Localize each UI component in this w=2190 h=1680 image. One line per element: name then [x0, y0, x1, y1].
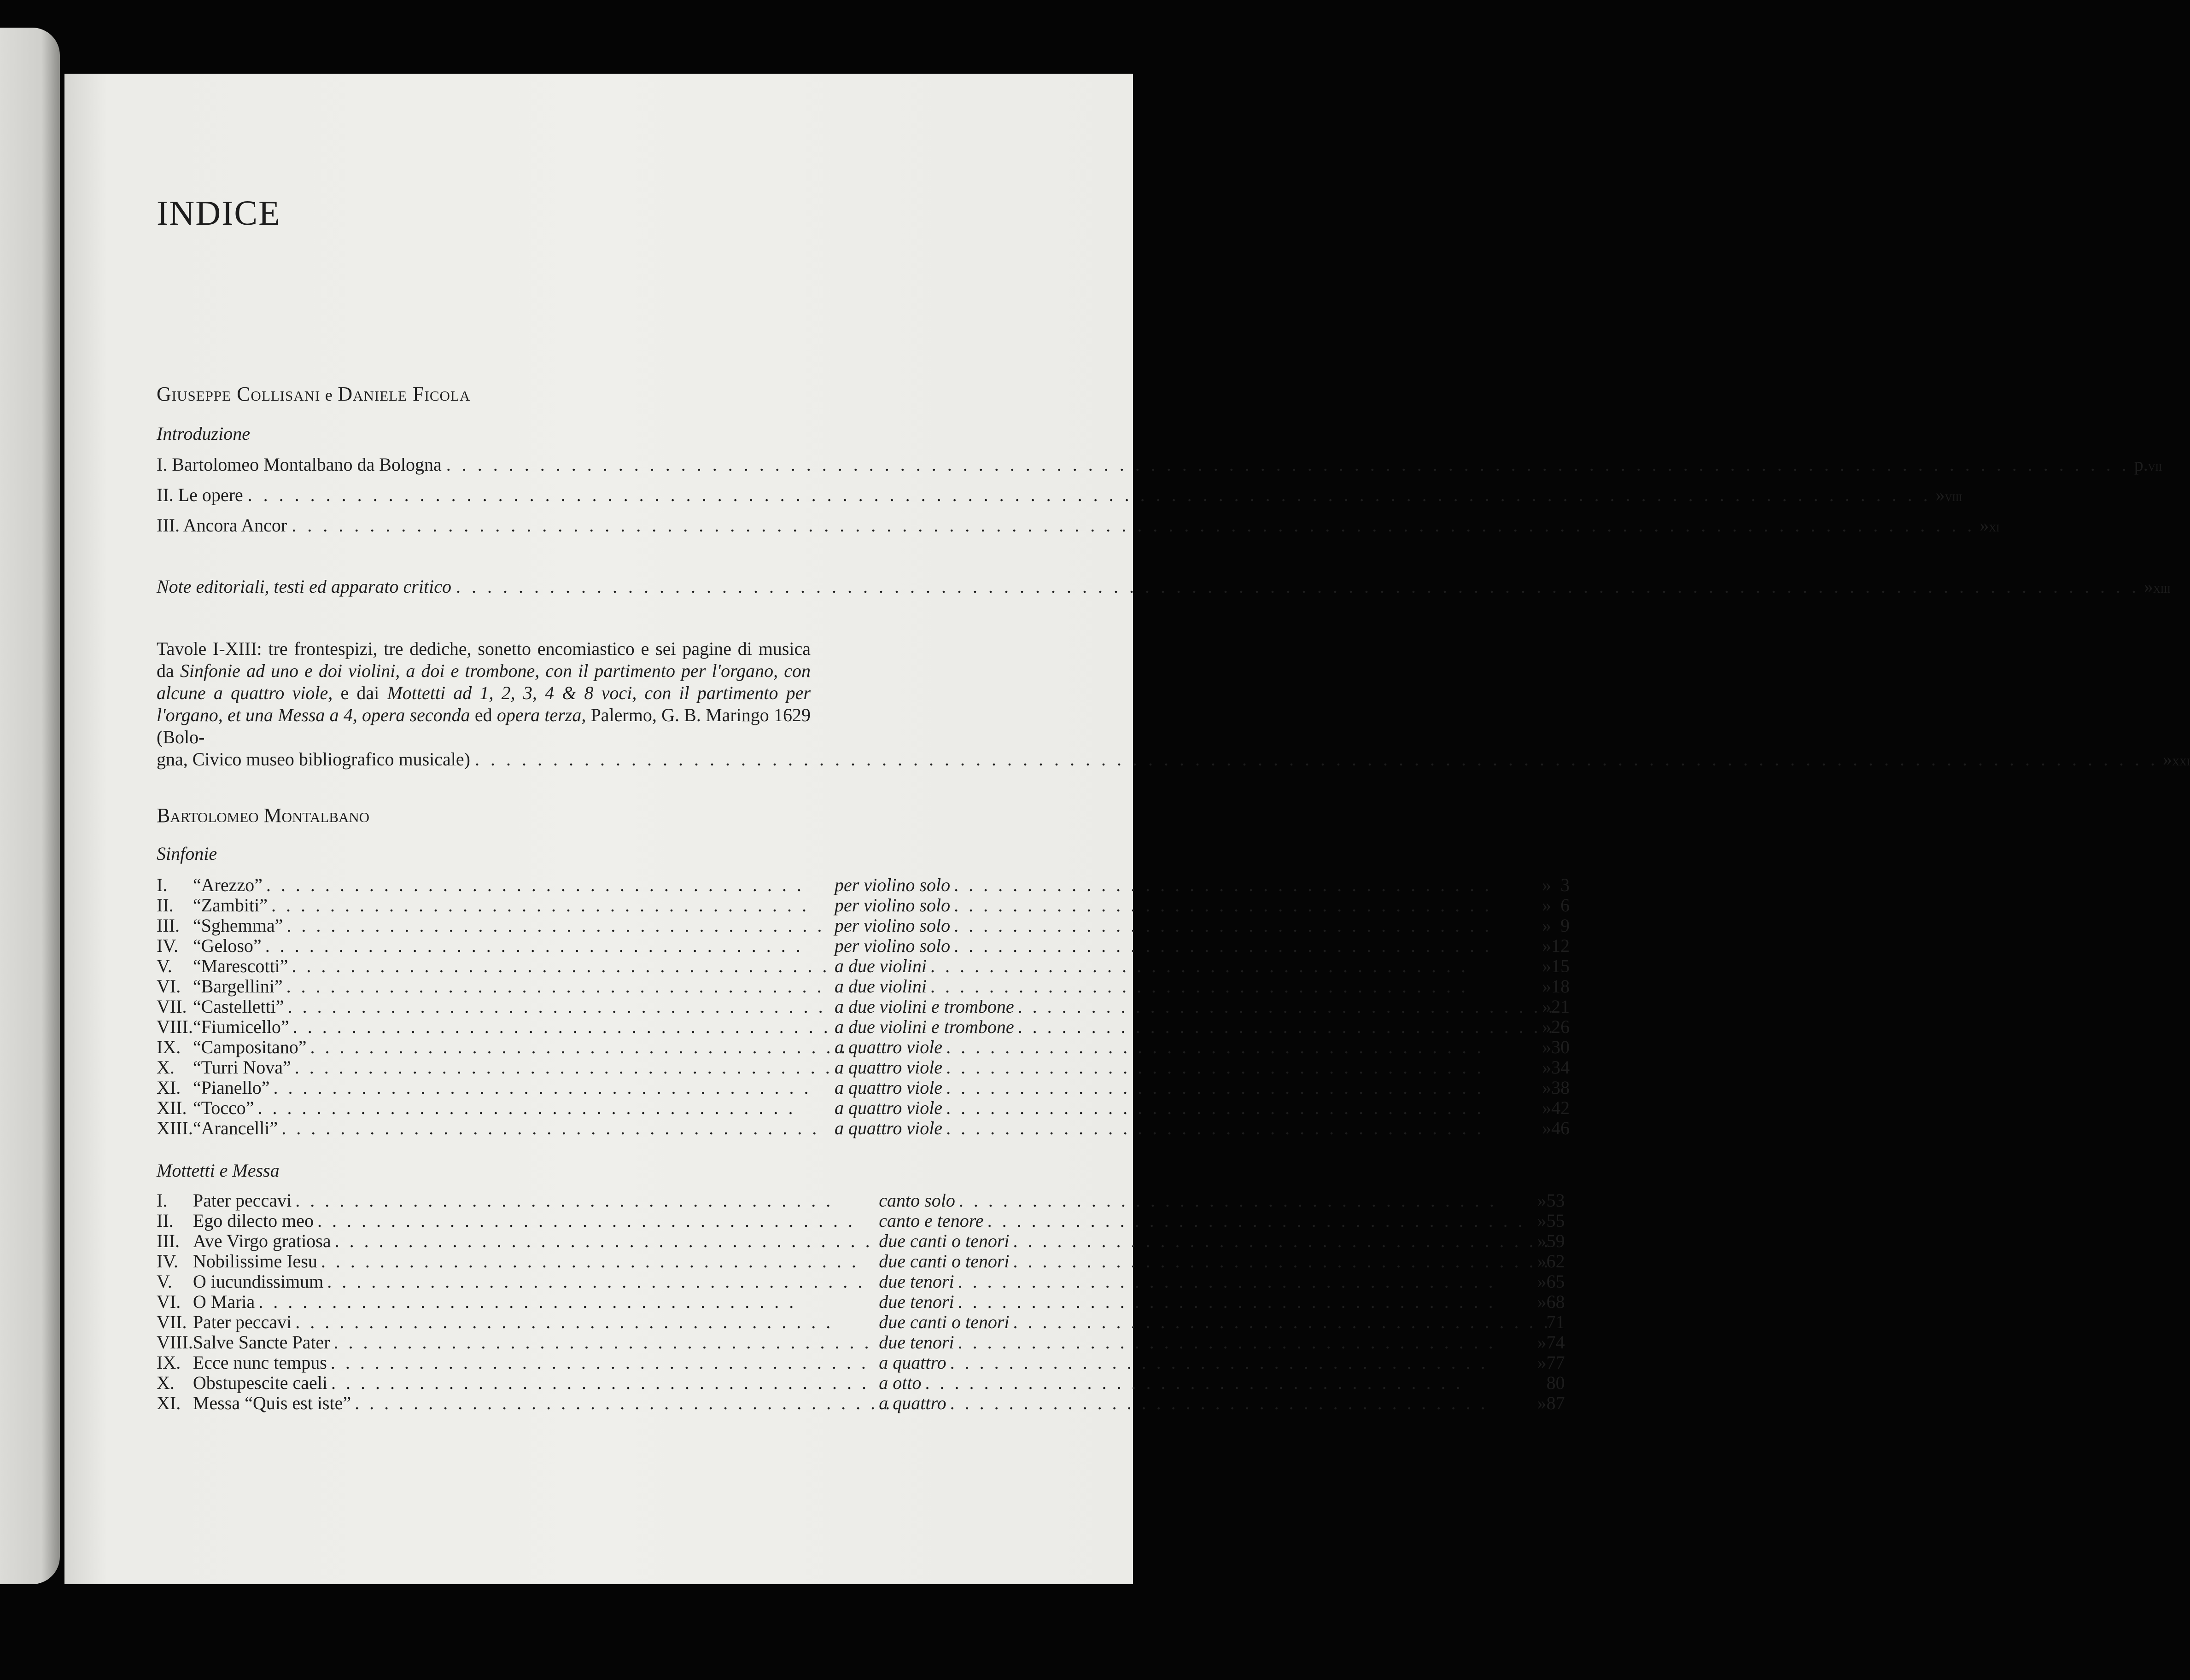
entry-instrumentation: a quattro [879, 1393, 946, 1413]
entry-title: “Fiumicello” [193, 1016, 289, 1037]
entry-instrumentation: due tenori [879, 1271, 954, 1292]
leader-dots [317, 1211, 879, 1231]
leader-dots [335, 1231, 879, 1251]
toc-entry [157, 454, 2162, 484]
toc-entry [157, 576, 2171, 606]
entry-ref: » [1537, 1271, 1547, 1292]
author-1: Giuseppe Collisani [157, 383, 321, 405]
sinfonie-heading: Sinfonie [157, 843, 217, 864]
num: I. [157, 875, 168, 895]
leader-dots [331, 1353, 879, 1373]
toc-row [157, 976, 1570, 997]
leader-dots [950, 1393, 1527, 1413]
leader-dots [475, 748, 2158, 770]
leader-dots [1018, 1017, 1542, 1037]
entry-ref: » [1537, 1393, 1547, 1413]
leader-dots [273, 1078, 824, 1098]
entry-page: 55 [1546, 1210, 1565, 1231]
leader-dots [946, 1098, 1532, 1118]
num: I. [157, 1190, 168, 1211]
entry-ref: » [1542, 976, 1552, 997]
entry-title: “Arancelli” [193, 1118, 278, 1138]
num: IX. [157, 1352, 181, 1373]
toc-row [157, 1231, 1565, 1251]
leader-dots [271, 895, 835, 916]
intro-list [157, 454, 2162, 545]
leader-dots [334, 1332, 879, 1353]
sinfonie-table [157, 875, 1570, 1138]
author-2: Daniele Ficola [338, 383, 471, 405]
tavole-text-7: Palermo, G. B. Maringo 1629 (Bolo- [157, 705, 811, 747]
entry-instrumentation: a due violini [835, 976, 927, 997]
num: X. [157, 1057, 175, 1078]
entry-page: 62 [1546, 1251, 1565, 1272]
num: VI. [157, 1291, 181, 1312]
leader-dots [295, 1190, 879, 1211]
intro-heading: Introduzione [157, 423, 250, 444]
entry-ref: » [1542, 1118, 1552, 1138]
leader-dots [954, 936, 1542, 956]
entry-ref: » [1542, 956, 1552, 976]
entry-page: 80 [1546, 1372, 1565, 1393]
entry-title: Ecce nunc tempus [193, 1352, 327, 1373]
num: IX. [157, 1037, 181, 1057]
leader-dots [987, 1211, 1537, 1231]
toc-row [157, 1373, 1565, 1393]
leader-dots [954, 875, 1542, 895]
num: II. [157, 1210, 174, 1231]
leader-dots [327, 1272, 879, 1292]
notes-entry [157, 576, 2171, 606]
toc-row [157, 1118, 1570, 1138]
toc-row [157, 1037, 1570, 1057]
leader-dots [958, 1332, 1527, 1353]
entry-title: Pater peccavi [193, 1190, 292, 1211]
entry-ref: » [1537, 1251, 1547, 1272]
toc-row [157, 1251, 1565, 1272]
num: III. [157, 1231, 180, 1251]
entry-page: 12 [1551, 935, 1570, 956]
leader-dots [946, 1057, 1532, 1078]
leader-dots [355, 1393, 879, 1413]
page-title: INDICE [157, 194, 281, 233]
num: V. [157, 956, 172, 976]
leader-dots [946, 1078, 1532, 1098]
left-page-edge [0, 28, 60, 1584]
mottetti-table [157, 1190, 1565, 1413]
num: VI. [157, 976, 181, 997]
entry-instrumentation: canto e tenore [879, 1210, 984, 1231]
entry-instrumentation: due canti o tenori [879, 1312, 1010, 1332]
entry-page: 15 [1551, 956, 1570, 976]
toc-row [157, 1272, 1565, 1292]
leader-dots [321, 1251, 879, 1272]
entry-title: O iucundissimum [193, 1271, 324, 1292]
entry-page: 53 [1546, 1190, 1565, 1211]
entry-instrumentation: a due violini [835, 956, 927, 976]
entry-title: “Marescotti” [193, 956, 288, 976]
num: V. [157, 1271, 172, 1292]
leader-dots [310, 1037, 834, 1057]
entry-instrumentation: due canti o tenori [879, 1231, 1010, 1251]
leader-dots [446, 454, 2130, 475]
entry-page: vii [2148, 457, 2162, 474]
leader-dots [288, 997, 835, 1017]
tavole-text-4: Mottetti ad 1, 2, 3, 4 & 8 voci, con il partimento per l'organo, et una Messa a 4, opera seconda [157, 682, 811, 725]
entry-instrumentation: a due violini e trombone [835, 996, 1014, 1017]
entry-page: 71 [1546, 1312, 1565, 1332]
num: III. [157, 915, 180, 936]
leader-dots [292, 514, 1975, 536]
entry-title: “Campositano” [193, 1037, 307, 1057]
entry-label: Note editoriali, testi ed apparato critico [157, 576, 451, 597]
entry-title: O Maria [193, 1291, 255, 1312]
leader-dots [258, 1292, 879, 1312]
num: VII. [157, 996, 187, 1017]
entry-page: 42 [1551, 1097, 1570, 1118]
entry-ref: » [1542, 875, 1552, 895]
entry-ref: » [1537, 1352, 1547, 1373]
leader-dots [295, 1312, 879, 1332]
entry-ref: » [1537, 1291, 1547, 1312]
leader-dots [954, 895, 1542, 916]
num: VIII. [157, 1016, 193, 1037]
entry-ref: » [1980, 515, 1989, 536]
leader-dots [248, 484, 1931, 506]
entry-ref: » [1935, 484, 1945, 505]
leader-dots [1013, 1231, 1537, 1251]
entry-title: “Pianello” [193, 1077, 270, 1098]
entry-label: III. Ancora Ancor [157, 515, 287, 536]
entry-page: xi [1989, 518, 2000, 535]
entry-ref: » [1537, 1332, 1547, 1353]
entry-page: 74 [1546, 1332, 1565, 1353]
leader-dots [930, 956, 1542, 976]
toc-row [157, 1190, 1565, 1211]
toc-row [157, 1211, 1565, 1231]
toc-row [157, 1393, 1565, 1413]
entry-page: 3 [1560, 875, 1570, 895]
entry-ref: » [1542, 1077, 1552, 1098]
entry-title: Salve Sancte Pater [193, 1332, 330, 1353]
num: XIII. [157, 1118, 193, 1138]
tavole-entry [157, 638, 2190, 770]
entry-ref: » [1537, 1190, 1547, 1211]
entry-ref: » [1537, 1210, 1547, 1231]
toc-row [157, 1353, 1565, 1373]
entry-title: “Geloso” [193, 935, 262, 956]
leader-dots [295, 1057, 824, 1078]
entry-ref: » [1542, 935, 1552, 956]
entry-page: 38 [1551, 1077, 1570, 1098]
leader-dots [331, 1373, 879, 1393]
entry-title: Obstupescite caeli [193, 1372, 327, 1393]
authors-conjunction: e [325, 386, 333, 404]
entry-page: 18 [1551, 976, 1570, 997]
toc-row [157, 1017, 1570, 1037]
entry-page: 87 [1546, 1393, 1565, 1413]
tavole-text-5: ed [470, 705, 497, 725]
authors-line [157, 382, 811, 406]
entry-instrumentation: a quattro viole [835, 1037, 943, 1057]
num: VIII. [157, 1332, 193, 1353]
entry-title: Ave Virgo gratiosa [193, 1231, 331, 1251]
entry-title: “Bargellini” [193, 976, 283, 997]
entry-instrumentation: per violino solo [835, 935, 951, 956]
entry-page: xxi [2172, 752, 2190, 769]
entry-title: Ego dilecto meo [193, 1210, 314, 1231]
entry-instrumentation: a otto [879, 1372, 922, 1393]
leader-dots [1013, 1312, 1537, 1332]
entry-instrumentation: canto solo [879, 1190, 955, 1211]
entry-title: Messa “Quis est iste” [193, 1393, 351, 1413]
entry-title: “Castelletti” [193, 996, 284, 1017]
toc-entry [157, 514, 2000, 545]
leader-dots [286, 976, 835, 997]
entry-instrumentation: per violino solo [835, 875, 951, 895]
num: IV. [157, 935, 179, 956]
num: VII. [157, 1312, 187, 1332]
toc-row [157, 956, 1570, 976]
entry-page: 46 [1551, 1118, 1570, 1138]
entry-page: 9 [1560, 915, 1570, 936]
entry-instrumentation: per violino solo [835, 915, 951, 936]
num: XII. [157, 1097, 187, 1118]
leader-dots [258, 1098, 824, 1118]
entry-instrumentation: a quattro viole [835, 1118, 943, 1138]
entry-ref: » [1537, 1231, 1547, 1251]
entry-instrumentation: per violino solo [835, 895, 951, 916]
entry-ref: » [2162, 749, 2172, 770]
entry-instrumentation: a quattro [879, 1352, 946, 1373]
num: XI. [157, 1077, 181, 1098]
entry-instrumentation: a quattro viole [835, 1077, 943, 1098]
num: X. [157, 1372, 175, 1393]
entry-page: 34 [1551, 1057, 1570, 1078]
entry-ref: » [1542, 1037, 1552, 1057]
toc-entry [157, 748, 2190, 770]
leader-dots [946, 1118, 1532, 1138]
entry-title: “Zambiti” [193, 895, 268, 916]
tavole-text-6: opera terza, [496, 705, 586, 725]
entry-page: 21 [1551, 996, 1570, 1017]
entry-page: viii [1945, 488, 1962, 504]
entry-instrumentation: due tenori [879, 1332, 954, 1353]
toc-row [157, 997, 1570, 1017]
leader-dots [281, 1118, 824, 1138]
leader-dots [946, 1037, 1532, 1057]
entry-instrumentation: due canti o tenori [879, 1251, 1010, 1272]
entry-page: 65 [1546, 1271, 1565, 1292]
mottetti-heading: Mottetti e Messa [157, 1160, 280, 1181]
entry-page: 59 [1546, 1231, 1565, 1251]
toc-row [157, 1292, 1565, 1312]
entry-title: Nobilissime Iesu [193, 1251, 317, 1272]
entry-ref: » [1542, 1097, 1552, 1118]
leader-dots [456, 576, 2139, 597]
entry-instrumentation: a quattro viole [835, 1057, 943, 1078]
leader-dots [958, 1292, 1537, 1312]
leader-dots [959, 1190, 1537, 1211]
leader-dots [292, 956, 834, 976]
toc-row [157, 1057, 1570, 1078]
leader-dots [293, 1017, 835, 1037]
entry-title: “Turri Nova” [193, 1057, 291, 1078]
leader-dots [265, 936, 835, 956]
toc-row [157, 875, 1570, 895]
leader-dots [266, 875, 835, 895]
leader-dots [950, 1353, 1527, 1373]
entry-ref: » [2143, 576, 2153, 597]
entry-page: xiii [2153, 579, 2171, 596]
entry-title: “Sghemma” [193, 915, 283, 936]
leader-dots [930, 976, 1542, 997]
toc-row [157, 936, 1570, 956]
tavole-text-1: Tavole I-XIII: tre frontespizi, tre dediche, sonetto encomiastico e sei pagine di musica da [157, 638, 811, 681]
leader-dots [286, 916, 834, 936]
entry-label: II. Le opere [157, 484, 243, 505]
entry-ref: » [1542, 915, 1552, 936]
entry-title: “Arezzo” [193, 875, 263, 895]
toc-row [157, 1312, 1565, 1332]
entry-title: Pater peccavi [193, 1312, 292, 1332]
entry-ref: » [1542, 895, 1552, 916]
entry-ref: » [1542, 996, 1552, 1017]
toc-row [157, 1332, 1565, 1353]
leader-dots [958, 1272, 1537, 1292]
leader-dots [1018, 997, 1542, 1017]
entry-page: 26 [1551, 1016, 1570, 1037]
toc-row [157, 916, 1570, 936]
tavole-text-3: e dai [333, 682, 387, 703]
entry-title: “Tocco” [193, 1097, 254, 1118]
entry-page: 30 [1551, 1037, 1570, 1057]
entry-instrumentation: a quattro viole [835, 1097, 943, 1118]
entry-page: 77 [1546, 1352, 1565, 1373]
leader-dots [954, 916, 1542, 936]
entry-page: 6 [1560, 895, 1570, 916]
toc-row [157, 1078, 1570, 1098]
leader-dots [925, 1373, 1527, 1393]
leader-dots [1013, 1251, 1537, 1272]
tavole-text-2: Sinfonie ad uno e doi violini, a doi e trombone, con il partimento per l'organo, con alcune a quattro viole, [157, 660, 811, 703]
num: II. [157, 895, 174, 916]
entry-label: gna, Civico museo bibliografico musicale) [157, 749, 470, 770]
toc-row [157, 1098, 1570, 1118]
entry-ref: » [1542, 1016, 1552, 1037]
composer-name: Bartolomeo Montalbano [157, 804, 370, 827]
num: XI. [157, 1393, 181, 1413]
toc-row [157, 895, 1570, 916]
entry-ref: p. [2134, 454, 2148, 475]
num: IV. [157, 1251, 179, 1272]
entry-instrumentation: a due violini e trombone [835, 1016, 1014, 1037]
entry-instrumentation: due tenori [879, 1291, 954, 1312]
entry-label: I. Bartolomeo Montalbano da Bologna [157, 454, 442, 475]
entry-ref: » [1542, 1057, 1552, 1078]
toc-entry [157, 484, 1962, 514]
entry-page: 68 [1546, 1291, 1565, 1312]
